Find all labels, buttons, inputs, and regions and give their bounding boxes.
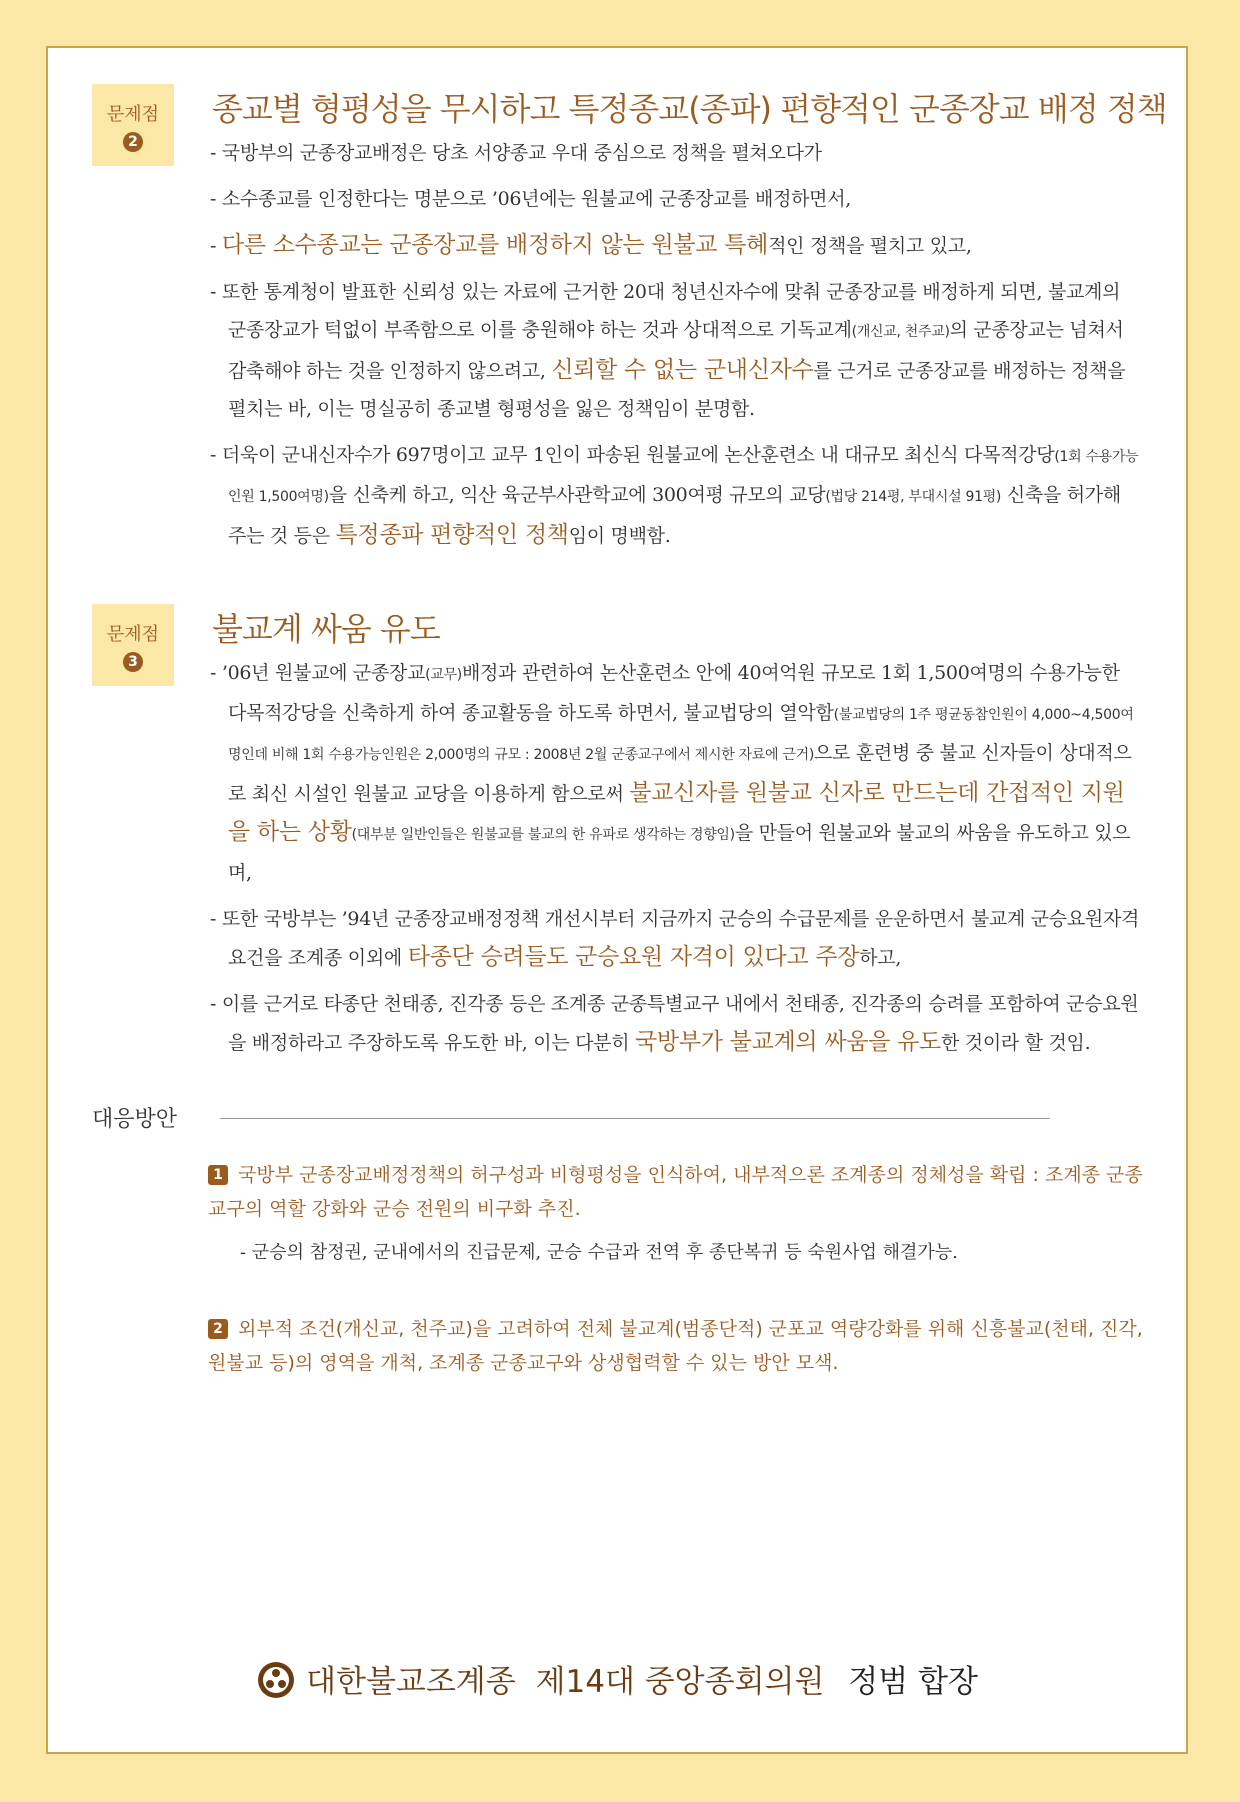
- response-header: [92, 1102, 1050, 1138]
- bullet-item: - 국방부의 군종장교배정은 당초 서양종교 우대 중심으로 정책을 펼쳐오다가: [210, 142, 822, 164]
- badge-number: 2: [123, 132, 143, 152]
- bullet-text: -: [210, 235, 222, 257]
- bullet-text: 의 군종장교는 넘쳐서 감축해야 하는 것을 인정하지 않으려고,: [228, 319, 1124, 382]
- highlight-text: 불교신자를 원불교 신자로 만드는데 간접적인 지원을 하는 상황: [228, 780, 1125, 845]
- bullet-text: 을 만들어 원불교와 불교의 싸움을 유도하고 있으며,: [228, 822, 1131, 884]
- member-role: 제14대 중앙종회의원: [535, 1664, 825, 1700]
- badge-label: 문제점: [106, 624, 160, 645]
- bullet-text: 임이 명백함.: [568, 525, 671, 547]
- member-name: 정범 합장: [848, 1664, 978, 1700]
- bullet-item: [210, 985, 1142, 1062]
- highlight-text: 신뢰할 수 없는 군내신자수: [551, 357, 814, 383]
- bullet-text: 한 것이라 할 것임.: [940, 1032, 1091, 1054]
- bullet-item: [210, 273, 1142, 428]
- bullet-list: [210, 654, 1142, 1070]
- response-text: 국방부 군종장교배정정책의 허구성과 비형평성을 인식하여, 내부적으론 조계종의 정체성을 확립 : 조계종 군종 교구의 역할 강화와 군승 전원의 비구화 추진.: [208, 1164, 1143, 1220]
- item-number: 2: [208, 1319, 228, 1339]
- highlight-text: 타종단 승려들도 군승요원 자격이 있다고 주장: [407, 944, 860, 970]
- response-text: 외부적 조건(개신교, 천주교)을 고려하여 전체 불교계(범종단적) 군포교 역량강화를 위해 신흥불교(천태, 진각, 원불교 등)의 영역을 개척, 조계종 군종교구와 상생협력할 수 있는 방안 모색.: [208, 1318, 1143, 1374]
- bullet-item: [210, 226, 1142, 265]
- problem-section-3: [92, 604, 1142, 1084]
- divider: [220, 1118, 1050, 1119]
- problem-section-2: [92, 84, 1167, 604]
- badge-number: 3: [123, 652, 143, 672]
- highlight-text: 다른 소수종교는 군종장교를 배정하지 않는 원불교 특혜: [221, 232, 769, 258]
- bullet-text: - 또한 통계청이 발표한 신뢰성 있는 자료에 근거한 20대 청년신자수에 맞춰 군종장교를 배정하게 되면, 불교계의 군종장교가 턱없이 부족함으로 이를 충원해야 하는 것과 상대적으로 기독교계: [210, 281, 1121, 341]
- bullet-text: 을 신축케 하고, 익산 육군부사관학교에 300여평 규모의 교당: [328, 484, 826, 506]
- bullet-list: [210, 134, 1142, 563]
- document-page: [46, 46, 1188, 1754]
- response-item-1: [208, 1158, 1146, 1270]
- problem-badge: [92, 604, 174, 686]
- jogye-order-logo-icon: [256, 1660, 296, 1700]
- response-subtext: - 군승의 참정권, 군내에서의 진급문제, 군승 수급과 전역 후 종단복귀 등 숙원사업 해결가능.: [240, 1242, 958, 1263]
- footer-signature: [48, 1656, 1186, 1701]
- bullet-text: 배정과 관련하여 논산훈련소 안에 40여억원 규모로 1회 1,500여명의 수용가능한 다목적강당을 신축하게 하여 종교활동을 하도록 하면서, 불교법당의 열악함: [228, 662, 1120, 724]
- note-text: (교무): [425, 667, 462, 683]
- note-text: (대부분 일반인들은 원불교를 불교의 한 유파로 생각하는 경향임): [351, 827, 735, 843]
- item-number: 1: [208, 1165, 228, 1185]
- bullet-item: - 소수종교를 인정한다는 명분으로 ’06년에는 원불교에 군종장교를 배정하면서,: [210, 188, 852, 210]
- response-title: 대응방안: [92, 1107, 178, 1132]
- section-title: 불교계 싸움 유도: [212, 610, 440, 648]
- bullet-text: 으로 훈련병 중 불교 신자들이 상대적으로 최신 시설인 원불교 교당을 이용하게 함으로써: [228, 742, 1132, 805]
- highlight-text: 특정종파 편향적인 정책: [335, 522, 569, 548]
- bullet-text: 를 근거로 군종장교를 배정하는 정책을 펼치는 바, 이는 명실공히 종교별 형평성을 잃은 정책임이 분명함.: [228, 360, 1126, 420]
- section-title: 종교별 형평성을 무시하고 특정종교(종파) 편향적인 군종장교 배정 정책: [212, 90, 1167, 128]
- note-text: (법당 214평, 부대시설 91평): [825, 489, 1002, 505]
- bullet-text: 신축을 허가해 주는 것 등은: [228, 484, 1121, 547]
- highlight-text: 국방부가 불교계의 싸움을 유도: [635, 1029, 941, 1055]
- bullet-text: - 더욱이 군내신자수가 697명이고 교무 1인이 파송된 원불교에 논산훈련소 내 대규모 최신식 다목적강당: [210, 444, 1055, 466]
- bullet-text: 적인 정책을 펼치고 있고,: [768, 235, 972, 257]
- bullet-text: 하고,: [859, 947, 902, 969]
- organization-name: 대한불교조계종: [306, 1664, 516, 1700]
- note-text: (불교법당의 1주 평균동참인원이 4,000~4,500여명인데 비해 1회 수용가능인원은 2,000명의 규모 : 2008년 2월 군종교구에서 제시한 자료에 근거): [228, 707, 1134, 763]
- bullet-item: [210, 436, 1142, 555]
- response-item-2: [208, 1312, 1146, 1380]
- badge-label: 문제점: [106, 104, 160, 125]
- note-text: (1회 수용가능인원 1,500여명): [228, 449, 1139, 505]
- note-text: (개신교, 천주교): [851, 324, 950, 340]
- bullet-text: - ’06년 원불교에 군종장교: [210, 662, 426, 684]
- bullet-item: [210, 654, 1142, 892]
- bullet-text: - 이를 근거로 타종단 천태종, 진각종 등은 조계종 군종특별교구 내에서 천태종, 진각종의 승려를 포함하여 군승요원을 배정하라고 주장하도록 유도한 바, 이는 다분히: [210, 993, 1139, 1054]
- bullet-item: [210, 900, 1142, 977]
- bullet-text: - 또한 국방부는 ’94년 군종장교배정정책 개선시부터 지금까지 군승의 수급문제를 운운하면서 불교계 군승요원자격요건을 조계종 이외에: [210, 908, 1140, 969]
- problem-badge: [92, 84, 174, 166]
